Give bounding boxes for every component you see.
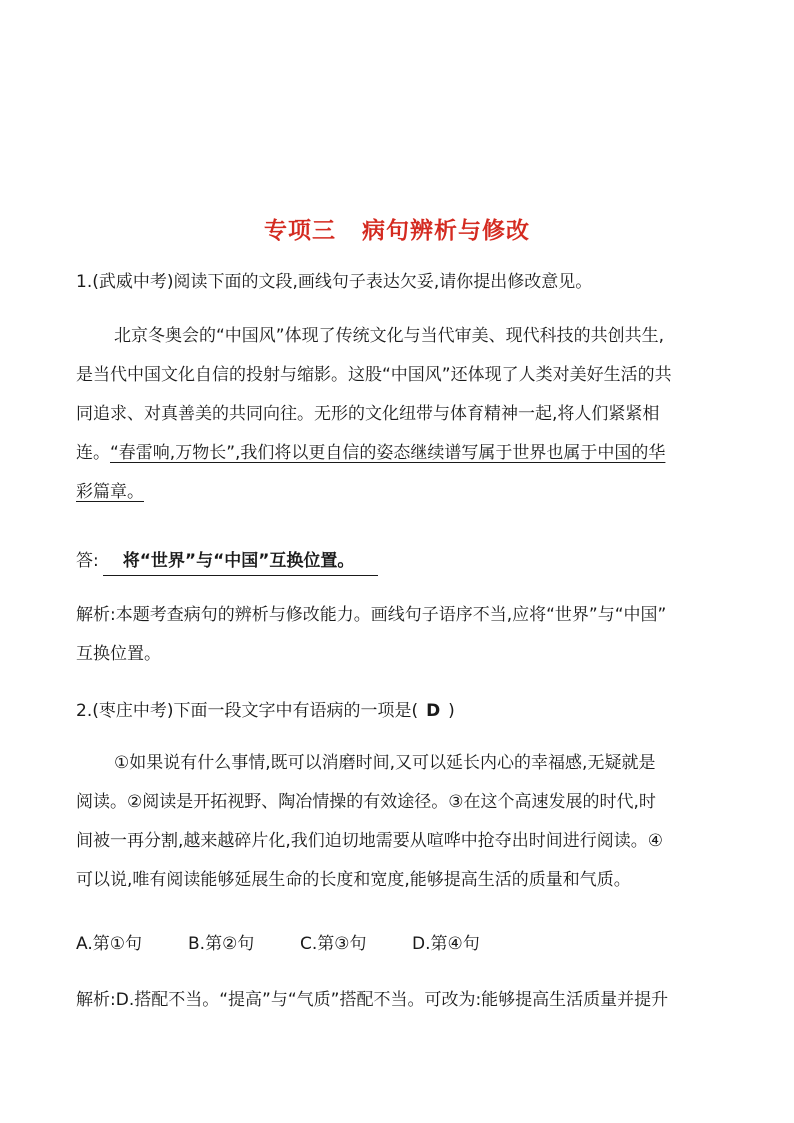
q2-analysis-line-1: 解析:D.搭配不当。“提高”与“气质”搭配不当。可改为:能够提高生活质量并提升 bbox=[76, 990, 669, 1010]
q1-underlined-sentence: “春雷响,万物长”,我们将以更自信的姿态继续谱写属于世界也属于中国的华 bbox=[110, 443, 666, 463]
q1-answer-row bbox=[76, 549, 720, 576]
q2-option-c: C.第③句 bbox=[300, 934, 367, 954]
q1-analysis-line-1: 解析:本题考查病句的辨析与修改能力。画线句子语序不当,应将“世界”与“中国” bbox=[76, 605, 667, 625]
q1-analysis bbox=[76, 596, 720, 674]
q1-passage-line-5 bbox=[76, 473, 720, 512]
q2-option-a: A.第①句 bbox=[76, 934, 142, 954]
title-part-1: 专项三 bbox=[264, 218, 336, 244]
q1-passage-line-1: 北京冬奥会的“中国风”体现了传统文化与当代审美、现代科技的共创共生, bbox=[114, 326, 665, 346]
q2-stem bbox=[76, 699, 720, 723]
q2-passage-line-2: 阅读。②阅读是开拓视野、陶冶情操的有效途径。③在这个高速发展的时代,时 bbox=[76, 792, 656, 812]
q1-passage-line-4 bbox=[76, 434, 720, 473]
q2-option-d: D.第④句 bbox=[412, 934, 480, 954]
q2-passage-line-3: 间被一再分割,越来越碎片化,我们迫切地需要从喧哗中抢夺出时间进行阅读。④ bbox=[76, 831, 664, 851]
q1-passage-line-4-start: 连。 bbox=[76, 443, 110, 463]
q2-stem-text: 2.(枣庄中考)下面一段文字中有语病的一项是( bbox=[76, 701, 419, 721]
q2-option-b: B.第②句 bbox=[188, 934, 255, 954]
q1-stem: 1.(武威中考)阅读下面的文段,画线句子表达欠妥,请你提出修改意见。 bbox=[76, 272, 593, 292]
q2-options bbox=[76, 932, 720, 956]
q1-analysis-line-2: 互换位置。 bbox=[76, 644, 161, 664]
q1-answer-label: 答: bbox=[76, 551, 99, 571]
q2-answer: D bbox=[426, 701, 441, 721]
page-title bbox=[0, 212, 794, 245]
q2-passage bbox=[76, 744, 720, 900]
q2-stem-close: ) bbox=[448, 701, 455, 721]
q1-passage-line-2: 是当代中国文化自信的投射与缩影。这股“中国风”还体现了人类对美好生活的共 bbox=[76, 365, 672, 385]
q1-answer-text: 将“世界”与“中国”互换位置。 bbox=[103, 549, 379, 576]
q1-passage bbox=[76, 317, 720, 512]
q1-passage-line-3: 同追求、对真善美的共同向往。无形的文化纽带与体育精神一起,将人们紧紧相 bbox=[76, 404, 660, 424]
q1-underlined-sentence-end: 彩篇章。 bbox=[76, 482, 144, 502]
q2-passage-line-4: 可以说,唯有阅读能够延展生命的长度和宽度,能够提高生活的质量和气质。 bbox=[76, 870, 631, 890]
title-part-2: 病句辨析与修改 bbox=[362, 218, 530, 244]
q2-passage-line-1: ①如果说有什么事情,既可以消磨时间,又可以延长内心的幸福感,无疑就是 bbox=[114, 753, 656, 773]
